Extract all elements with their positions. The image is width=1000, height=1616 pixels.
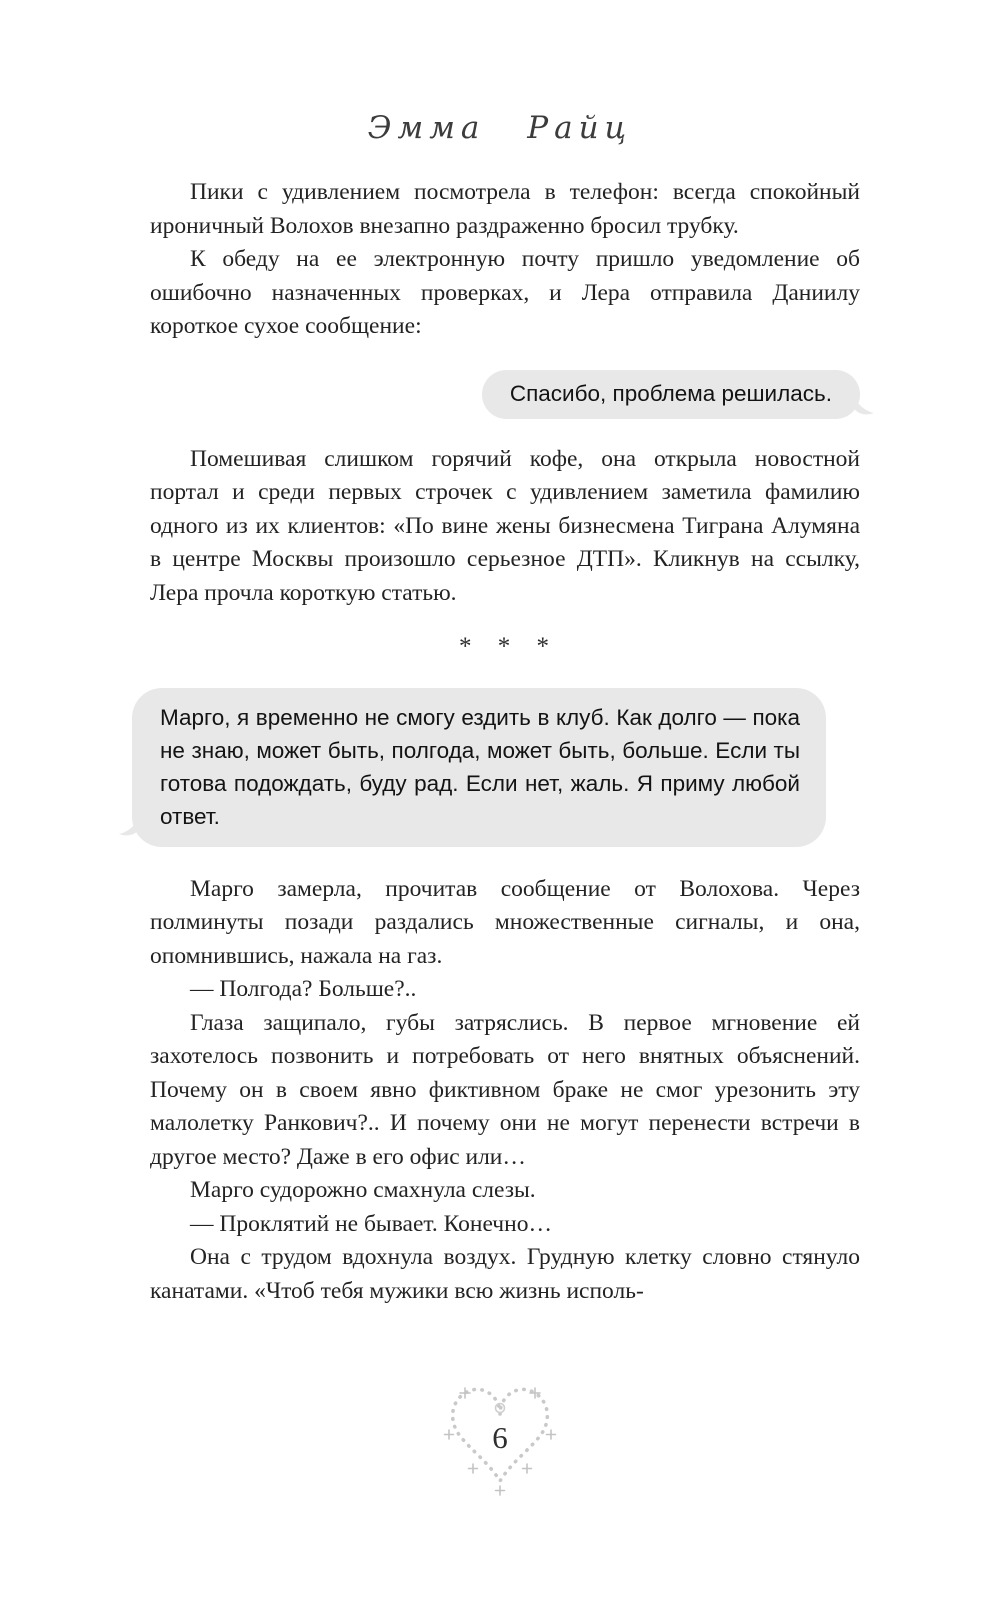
asterisk-separator: * * * (459, 633, 551, 660)
paragraph-2: К обеду на ее электронную почту пришло уведомление об ошибочно назначенных проверках, и Лера отправила Даниилу короткое сухое сообщение: (150, 246, 860, 339)
text-block (150, 176, 860, 1308)
message-row-outgoing (150, 370, 860, 419)
page-footer-ornament (435, 1378, 565, 1502)
message-text-incoming: Марго, я временно не смогу ездить в клуб. Как долго — пока не знаю, может быть, полгода, может быть, больше. Если ты готова подождать, буду рад. Если нет, жаль. Я приму любой ответ. (160, 704, 800, 829)
message-bubble-incoming (132, 688, 826, 847)
paragraph-9: Она с трудом вдохнула воздух. Грудную клетку словно стянуло канатами. «Чтоб тебя мужики всю жизнь исполь- (150, 1244, 860, 1304)
bubble-tail-right-icon (852, 390, 874, 416)
message-row-incoming (132, 688, 860, 847)
paragraph-4: Марго замерла, прочитав сообщение от Волохова. Через полминуты позади раздались множественные сигналы, и она, опомнившись, нажала на газ. (150, 875, 860, 969)
bubble-tail-left-icon (119, 811, 141, 837)
paragraph-5-dialogue: — Полгода? Больше?.. (190, 976, 417, 1002)
paragraph-7: Марго судорожно смахнула слезы. (190, 1177, 536, 1203)
paragraph-3: Помешивая слишком горячий кофе, она открыла новостной портал и среди первых строчек с удивлением заметила фамилию одного из их клиентов: «По вине жены бизнесмена Тиграна Алумяна в центре Москвы произошло серьезное ДТП». Кликнув на ссылку, Лера прочла короткую статью. (150, 445, 860, 606)
paragraph-8-dialogue: — Проклятий не бывает. Конечно… (190, 1210, 552, 1237)
paragraph-1: Пики с удивлением посмотрела в телефон: всегда спокойный ироничный Волохов внезапно раздраженно бросил трубку. (150, 179, 860, 239)
message-bubble-outgoing (482, 370, 860, 419)
page-number: 6 (492, 1420, 508, 1455)
paragraph-6: Глаза защипало, губы затряслись. В первое мгновение ей захотелось позвонить и потребовать от него внятных объяснений. Почему он в своем явно фиктивном браке не смог урезонить эту малолетку Ранкович?.. И почему они не могут перенести встречи в другое место? Даже в его офис или… (150, 1009, 860, 1170)
message-text-outgoing: Спасибо, проблема решилась. (509, 380, 832, 406)
running-head-author: Эмма Райц (367, 110, 633, 146)
